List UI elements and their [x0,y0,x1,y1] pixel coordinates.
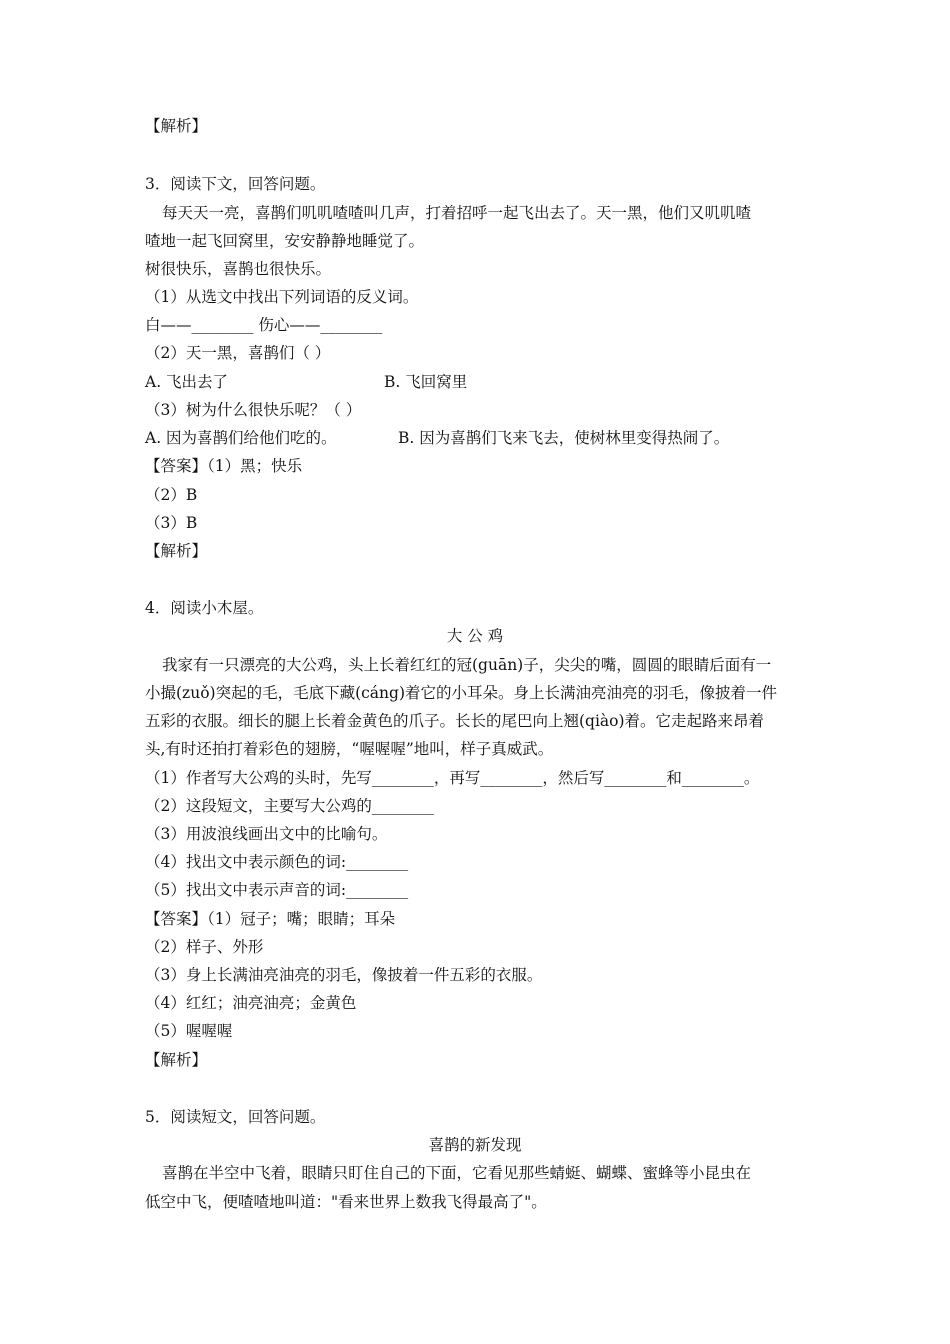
answer-line: （5）喔喔喔 [145,1022,233,1040]
option-a: A. 因为喜鹊们给他们吃的。 [145,429,337,447]
sub-question: （3）用波浪线画出文中的比喻句。 [145,825,388,843]
question-5-heading: 5．阅读短文，回答问题。 [145,1108,326,1126]
passage-line: 树很快乐，喜鹊也很快乐。 [145,260,332,278]
sub-question: （1）作者写大公鸡的头时，先写________，再写________，然后写________和________。 [145,769,760,787]
passage-line: 五彩的衣服。细长的腿上长着金黄色的爪子。长长的尾巴向上翘(qiào)着。它走起路来昂着 [145,712,765,730]
answer-line: （3）B [145,514,198,532]
analysis-label: 【解析】 [145,117,208,135]
sub-question: （3）树为什么很快乐呢？（ ） [145,401,362,419]
analysis-label: 【解析】 [145,1051,208,1069]
answer-line: 【答案】（1）黑；快乐 [145,457,303,475]
option-b: B. 因为喜鹊们飞来飞去，使树林里变得热闹了。 [398,429,730,447]
passage-line: 头,有时还拍打着彩色的翅膀，“喔喔喔”地叫，样子真威武。 [145,740,554,758]
option-a: A. 飞出去了 [145,373,229,391]
sub-question: （1）从选文中找出下列词语的反义词。 [145,288,419,306]
passage-title: 喜鹊的新发现 [428,1136,522,1154]
option-b: B. 飞回窝里 [384,373,468,391]
answer-line: 【答案】（1）冠子；嘴；眼睛；耳朵 [145,910,396,928]
passage-line: 喜鹊在半空中飞着，眼睛只盯住自己的下面，它看见那些蜻蜓、蝴蝶、蜜蜂等小昆虫在 [162,1164,752,1182]
question-4-heading: 4．阅读小木屋。 [145,599,264,617]
sub-question: （5）找出文中表示声音的词:________ [145,881,409,899]
question-3-heading: 3．阅读下文，回答问题。 [145,175,326,193]
analysis-label: 【解析】 [145,542,208,560]
answer-line: （2）B [145,486,198,504]
sub-question: （2）这段短文，主要写大公鸡的________ [145,797,434,815]
fill-blank-line: 白——________ 伤心——________ [145,316,383,334]
answer-line: （2）样子、外形 [145,938,264,956]
passage-line: 低空中飞，便喳喳地叫道："看来世界上数我飞得最高了"。 [145,1193,547,1211]
answer-line: （4）红红；油亮油亮；金黄色 [145,994,357,1012]
answer-line: （3）身上长满油亮油亮的羽毛，像披着一件五彩的衣服。 [145,966,543,984]
passage-title: 大 公 鸡 [446,627,504,645]
sub-question: （4）找出文中表示颜色的词:________ [145,853,409,871]
passage-line: 每天天一亮，喜鹊们叽叽喳喳叫几声，打着招呼一起飞出去了。天一黑，他们又叽叽喳 [162,204,752,222]
passage-line: 喳地一起飞回窝里，安安静静地睡觉了。 [145,232,425,250]
sub-question: （2）天一黑，喜鹊们（ ） [145,344,331,362]
passage-line: 小撮(zuǒ)突起的毛，毛底下藏(cáng)着它的小耳朵。身上长满油亮油亮的羽毛，像披着一件 [145,684,777,702]
passage-line: 我家有一只漂亮的大公鸡，头上长着红红的冠(guān)子，尖尖的嘴，圆圆的眼睛后面有一 [162,656,772,674]
